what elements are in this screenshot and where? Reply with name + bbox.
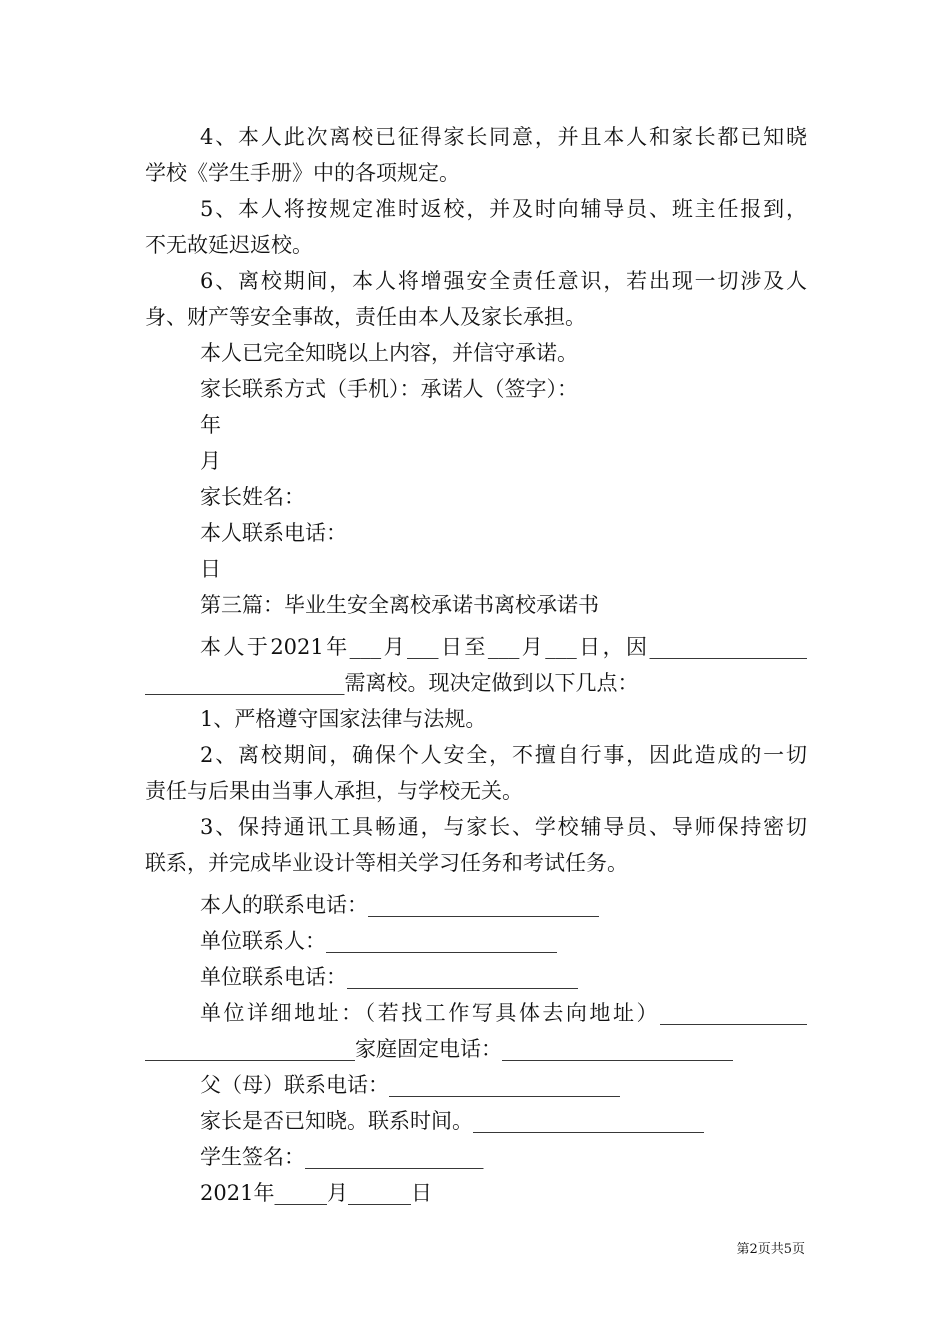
paragraph-line-8: 家长联系方式（手机）：承诺人（签字）：: [200, 377, 578, 401]
paragraph-line-7: 本人已完全知晓以上内容，并信守承诺。: [200, 341, 578, 365]
page-number-footer: 第2页共5页: [736, 1242, 805, 1257]
paragraph-line-11: 家长姓名：: [200, 485, 305, 509]
section-title: 第三篇：毕业生安全离校承诺书离校承诺书: [200, 593, 599, 617]
paragraph-line-6: 身、财产等安全事故，责任由本人及家长承担。: [145, 305, 586, 329]
paragraph-line-27: 父（母）联系电话：______________________: [200, 1073, 620, 1097]
paragraph-line-30: 2021年_____月______日: [200, 1181, 432, 1205]
paragraph-line-12: 本人联系电话：: [200, 521, 347, 545]
paragraph-line-25: 单位详细地址：（若找工作写具体去向地址）______________: [200, 1001, 807, 1025]
paragraph-line-24: 单位联系电话：______________________: [200, 965, 578, 989]
paragraph-line-10: 月: [200, 449, 221, 473]
paragraph-line-26: ____________________家庭固定电话：______________________: [145, 1037, 733, 1061]
paragraph-line-20: 3、保持通讯工具畅通，与家长、学校辅导员、导师保持密切: [200, 815, 807, 839]
paragraph-line-5: 6、离校期间，本人将增强安全责任意识，若出现一切涉及人: [200, 269, 807, 293]
paragraph-line-2: 学校《学生手册》中的各项规定。: [145, 161, 460, 185]
paragraph-line-19: 责任与后果由当事人承担，与学校无关。: [145, 779, 523, 803]
paragraph-line-22: 本人的联系电话：______________________: [200, 893, 599, 917]
paragraph-line-28: 家长是否已知晓。联系时间。______________________: [200, 1109, 704, 1133]
paragraph-line-17: 1、严格遵守国家法律与法规。: [200, 707, 487, 731]
paragraph-line-23: 单位联系人：______________________: [200, 929, 557, 953]
paragraph-line-21: 联系，并完成毕业设计等相关学习任务和考试任务。: [145, 851, 628, 875]
paragraph-line-13: 日: [200, 557, 221, 581]
paragraph-line-4: 不无故延迟返校。: [145, 233, 313, 257]
paragraph-line-9: 年: [200, 413, 221, 437]
paragraph-line-18: 2、离校期间，确保个人安全，不擅自行事，因此造成的一切: [200, 743, 807, 767]
paragraph-line-15: 本人于2021年___月___日至___月___日，因_______________: [200, 635, 807, 659]
paragraph-line-29: 学生签名：_________________: [200, 1145, 484, 1169]
paragraph-line-3: 5、本人将按规定准时返校，并及时向辅导员、班主任报到，: [200, 197, 807, 221]
paragraph-line-16: ___________________需离校。现决定做到以下几点：: [145, 671, 639, 695]
paragraph-line-1: 4、本人此次离校已征得家长同意，并且本人和家长都已知晓: [200, 125, 807, 149]
